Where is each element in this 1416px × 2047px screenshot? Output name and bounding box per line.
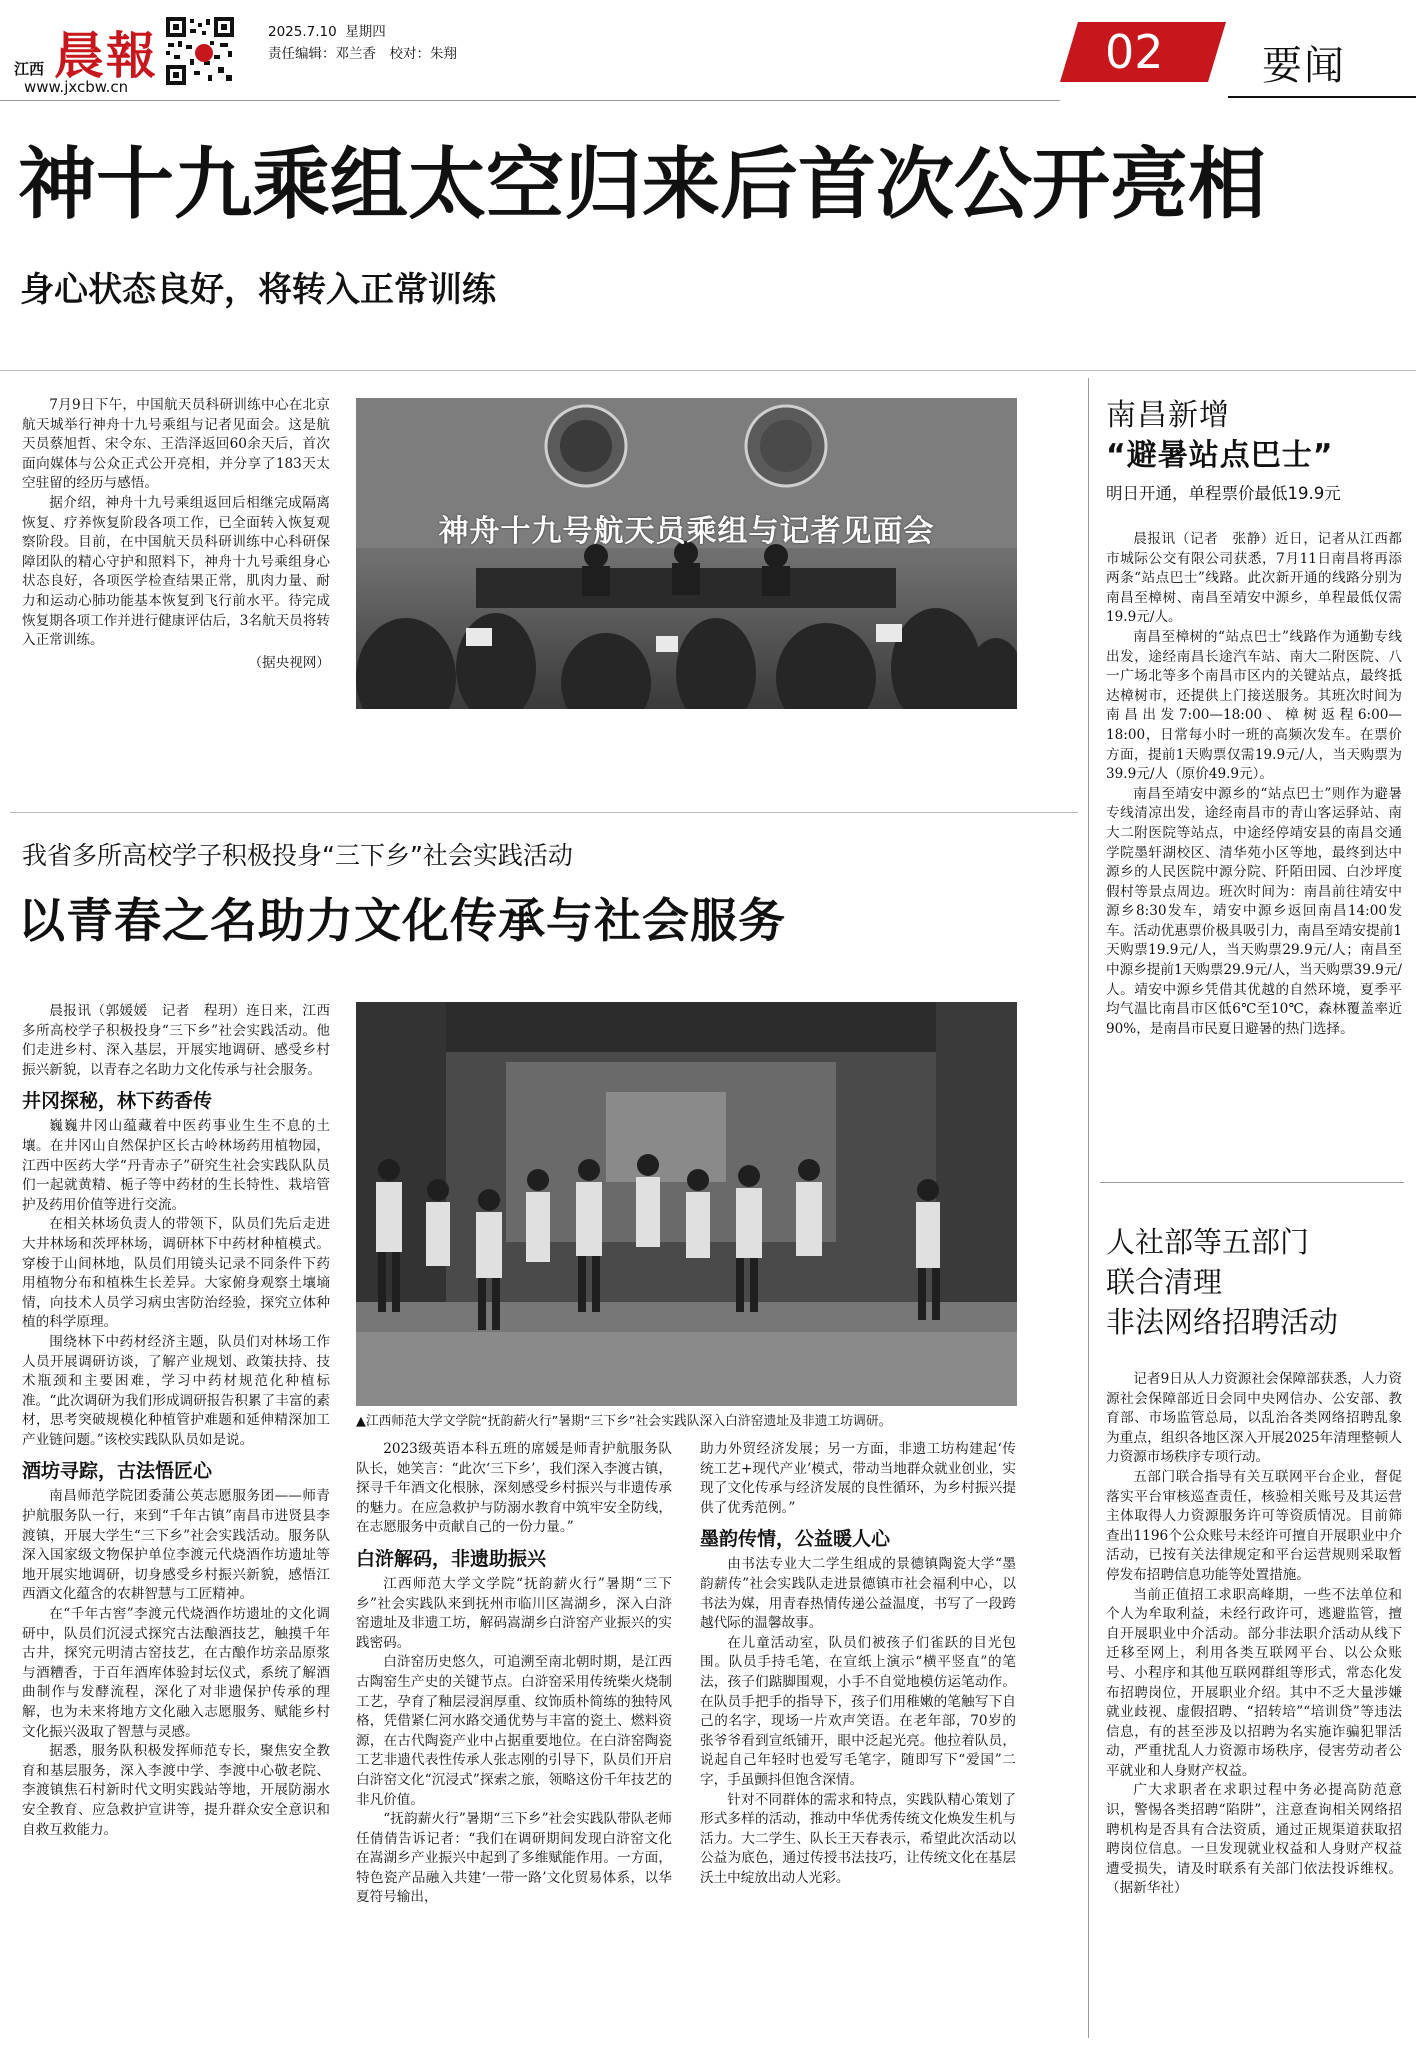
sidebar-recruit-title: 非法网络招聘活动 xyxy=(1106,1305,1339,1339)
section-name: 要闻 xyxy=(1262,43,1346,89)
story2-paragraph: 在相关林场负责人的带领下，队员们先后走进大井林场和茨坪林场，调研林下中药材种植模式。穿梭于山间林地，队员们用镜头记录不同条件下药用植物分布和植株生长差异。大家俯身观察土壤墒情，向技术人员学习病虫害防治经验，探究立体种植的科学原理。 xyxy=(22,1216,330,1331)
story2-paragraph: 据悉，服务队积极发挥师范专长，聚焦安全教育和基层服务，深入李渡中学、李渡中心敬老院、李渡镇焦石村新时代文明实践站等地，开展防溺水安全教育、应急救护宣讲等，提升群众安全意识和自救互救能力。 xyxy=(22,1743,330,1838)
sidebar-recruit-paragraph: 当前正值招工求职高峰期，一些不法单位和个人为牟取利益，未经行政许可，逃避监管，擅自开展职业中介活动。部分非法职介活动从线下迁移至网上，利用各类互联网平台、以公众账号、小程序和其他互联网群组等形式，常态化发布招聘岗位，开展职业介绍。其中不乏大量涉嫌就业歧视、虚假招聘、“招转培”“培训贷”等违法信息，有的甚至涉及以招聘为名实施诈骗犯罪活动，严重扰乱人力资源市场秩序，侵害劳动者公平就业和人身财产权益。 xyxy=(1106,1586,1402,1779)
story2-kicker: 我省多所高校学子积极投身“三下乡”社会实践活动 xyxy=(22,841,573,870)
story2-paragraph: 南昌师范学院团委蒲公英志愿服务团——师青护航服务队一行，来到“千年古镇”南昌市进贤县李渡镇，开展大学生“三下乡”社会实践活动。服务队深入国家级文物保护单位李渡元代烧酒作坊遗址等地开展实地调研，切身感受乡村振兴新貌，感悟江西酒文化蕴含的农耕智慧与工匠精神。 xyxy=(22,1488,330,1603)
story2-top-rule xyxy=(10,812,1078,813)
story2-paragraph: 江西师范大学文学院“抚韵薪火行”暑期“三下乡”社会实践队来到抚州市临川区嵩湖乡，深入白浒窑遗址及非遗工坊，解码嵩湖乡白浒窑产业振兴的实践密码。 xyxy=(356,1575,672,1651)
story2-paragraph: 针对不同群体的需求和特点，实践队精心策划了形式多样的活动，推动中华优秀传统文化焕发生机与活力。大二学生、队长王天春表示，希望此次活动以公益为底色，通过传授书法技巧，让传统文化在基层沃土中绽放出动人光彩。 xyxy=(700,1791,1016,1886)
sidebar-divider xyxy=(1100,1182,1404,1183)
story2-paragraph: 巍巍井冈山蕴藏着中医药事业生生不息的土壤。在井冈山自然保护区长古岭林场药用植物园，江西中医药大学“丹青赤子”研究生社会实践队队员们一起就黄精、栀子等中药材的生长特性、栽培管护及药用价值等进行交流。 xyxy=(22,1118,330,1213)
lead-headline: 神十九乘组太空归来后首次公开亮相 xyxy=(18,139,1267,230)
lead-credit: （据央视网） xyxy=(248,654,330,671)
story2-paragraph: “抚韵薪火行”暑期“三下乡”社会实践队带队老师任倩倩告诉记者：“我们在调研期间发现白浒窑文化在嵩湖乡产业振兴中起到了多维赋能作用。一方面，特色瓷产品融入共建‘一带一路’文化贸易体系，以华夏符号输出， xyxy=(356,1811,672,1906)
date: 2025.7.10 xyxy=(268,24,337,40)
masthead xyxy=(0,0,1416,110)
story2-headline: 以青春之名助力文化传承与社会服务 xyxy=(18,894,786,949)
press-conference-photo xyxy=(356,398,1017,709)
lead-article xyxy=(22,396,330,671)
story2-subhead: 酒坊寻踪，古法悟匠心 xyxy=(22,1460,213,1483)
story2-column-3 xyxy=(700,1440,1016,1888)
sidebar-bus-subtitle: 明日开通，单程票价最低19.9元 xyxy=(1106,484,1341,503)
sidebar-recruit-credit: （据新华社） xyxy=(1106,1880,1188,1897)
story2-paragraph: 在“千年古窖”李渡元代烧酒作坊遗址的文化调研中，队员们沉浸式探究古法酿酒技艺，触摸千年古井，探究元明清古窑技艺，在古酿作坊亲品原浆与酒糟香，于百年酒库体验封坛仪式，系统了解酒曲制作与发酵流程，深化了对非遗保护传承的理解，也为未来将地方文化融入志愿服务、赋能乡村文化振兴汲取了智慧与灵感。 xyxy=(22,1606,330,1740)
story2-paragraph: 助力外贸经济发展；另一方面，非遗工坊构建起‘传统工艺+现代产业’模式，带动当地群众就业创业，实现了文化传承与经济发展的良性循环，为乡村振兴提供了优秀范例。” xyxy=(700,1441,1016,1516)
sidebar-recruit-article xyxy=(1106,1222,1402,1899)
lead-subhead: 身心状态良好，将转入正常训练 xyxy=(20,270,496,310)
story2-column-1 xyxy=(22,1002,330,1840)
sidebar-bus-paragraph: 晨报讯（记者 张静）近日，记者从江西都市城际公交有限公司获悉，7月11日南昌将再添两条“站点巴士”线路。此次新开通的线路分别为南昌至樟树、南昌至靖安中源乡，单程最低仅需19.9元/人。 xyxy=(1106,531,1402,626)
top-divider xyxy=(0,370,1416,371)
sidebar-recruit-paragraph xyxy=(1106,1781,1402,1899)
sidebar-recruit-last: 广大求职者在求职过程中务必提高防范意识，警惕各类招聘“陷阱”，注意查询相关网络招聘机构是否具有合法资质，通过正规渠道获取招聘岗位信息。一旦发现就业权益和人身财产权益遭受损失，请及时联系有关部门依法投诉维权。 xyxy=(1106,1782,1402,1877)
sidebar-bus-title: 南昌新增 xyxy=(1106,398,1230,433)
region-label: 江西 xyxy=(14,60,45,78)
editor-line: 责任编辑：邓兰香 校对：朱翔 xyxy=(268,46,457,62)
masthead-rule-left xyxy=(0,100,1060,101)
sidebar-recruit-paragraph: 记者9日从人力资源社会保障部获悉，人力资源社会保障部近日会同中央网信办、公安部、教育部、市场监管总局，以乱治各类网络招聘乱象为重点，组织各地区深入开展2025年清理整顿人力资源市场秩序专项行动。 xyxy=(1106,1371,1402,1466)
page-number: 02 xyxy=(1105,25,1164,79)
story2-paragraph: 2023级英语本科五班的席媛是师青护航服务队队长，她笑言：“此次‘三下乡’，我们深入李渡古镇，探寻千年酒文化根脉，深刻感受乡村振兴与非遗传承的魅力。在应急救护与防溺水教育中筑牢安全防线，在志愿服务中贡献自己的一份力量。” xyxy=(356,1441,672,1536)
story2-column-2 xyxy=(356,1440,672,1908)
site-url: www.jxcbw.cn xyxy=(24,78,129,96)
sidebar-recruit-title: 人社部等五部门 xyxy=(1106,1225,1310,1259)
sidebar-recruit-title: 联合清理 xyxy=(1106,1265,1223,1299)
story2-paragraph: 在儿童活动室，队员们被孩子们雀跃的目光包围。队员手持毛笔，在宣纸上演示“横平竖直”的笔法，孩子们踮脚围观，小手不自觉地模仿运笔动作。在队员手把手的指导下，孩子们用稚嫩的笔触写下自己的名字，现场一片欢声笑语。在老年部，70岁的张爷爷看到宣纸铺开，眼中泛起光亮。他拉着队员，说起自己年轻时也爱写毛笔字，随即写下“爱国”二字，手虽颤抖但饱含深情。 xyxy=(700,1634,1016,1788)
story2-intro: 晨报讯（郭媛媛 记者 程玥）连日来，江西多所高校学子积极投身“三下乡”社会实践活动。他们走进乡村、深入基层，开展实地调研、感受乡村振兴新貌，以青春之名助力文化传承与社会服务。 xyxy=(22,1003,330,1078)
story2-paragraph: 围绕林下中药材经济主题，队员们对林场工作人员开展调研访谈，了解产业规划、政策扶持、技术瓶颈和主要困难，学习中药材规范化种植标准。“此次调研为我们形成调研报告积累了丰富的素材，思考突破规模化种植管护难题和延伸精深加工产业链问题。”该校实践队队员如是说。 xyxy=(22,1333,330,1448)
sidebar-bus-article xyxy=(1106,396,1402,1039)
lead-paragraph: 据介绍，神舟十九号乘组返回后相继完成隔离恢复、疗养恢复阶段各项工作，已全面转入恢复观察阶段。目前，在中国航天员科研训练中心科研保障团队的精心守护和照料下，神舟十九号乘组身心状态良好，各项医学检查结果正常，肌肉力量、耐力和运动心肺功能基本恢复到飞行前水平。待完成恢复期各项工作并进行健康评估后，3名航天员将转入正常训练。 xyxy=(22,494,330,649)
story2-subhead: 墨韵传情，公益暖人心 xyxy=(700,1528,891,1551)
story2-subhead: 井冈探秘，林下药香传 xyxy=(22,1090,213,1113)
field-research-photo xyxy=(356,1002,1017,1406)
weekday: 星期四 xyxy=(345,24,386,40)
story2-subhead: 白浒解码，非遗助振兴 xyxy=(356,1547,547,1570)
sidebar-bus-paragraph: 南昌至靖安中源乡的“站点巴士”则作为避暑专线清凉出发，途经南昌市的青山客运驿站、南大二附医院等站点，中途经停靖安县的南昌交通学院墨轩湖校区、清华苑小区等地，最终到达中源乡的人民医院中源分院、阡陌田园、白沙坪度假村等景点周边。班次时间为：南昌前往靖安中源乡8:30发车，靖安中源乡返回南昌14:00发车。活动优惠票价极具吸引力，南昌至靖安提前1天购票19.9元/人，当天购票29.9元/人；南昌至中源乡提前1天购票29.9元/人，当天购票39.9元/人。靖安中源乡凭借其优越的自然环境，夏季平均气温比南昌市区低6℃至10℃，森林覆盖率近90%，是南昌市民夏日避暑的热门选择。 xyxy=(1106,785,1402,1037)
sidebar-vertical-rule xyxy=(1088,378,1089,2038)
sidebar-bus-title: “避暑站点巴士” xyxy=(1106,438,1334,473)
story2-paragraph: 白浒窑历史悠久，可追溯至南北朝时期，是江西古陶窑生产史的关键节点。白浒窑采用传统柴火烧制工艺，孕育了釉层浸润厚重、纹饰质朴简练的独特风格，凭借紧仁河水路交通优势与丰富的瓷土、燃料资源，在古代陶瓷产业中占据重要地位。在白浒窑陶瓷工艺非遗代表性传承人张志刚的引导下，队员们开启白浒窑文化“沉浸式”探索之旅，领略这份千年技艺的非凡价值。 xyxy=(356,1654,672,1808)
story2-paragraph: 由书法专业大二学生组成的景德镇陶瓷大学“墨韵薪传”社会实践队走进景德镇市社会福利中心，以书法为媒，用青春热情传递公益温度，书写了一段跨越代际的温馨故事。 xyxy=(700,1556,1016,1632)
photo-banner-text: 神舟十九号航天员乘组与记者见面会 xyxy=(438,514,935,549)
masthead-rule xyxy=(1228,96,1416,98)
lead-paragraph: 7月9日下午，中国航天员科研训练中心在北京航天城举行神舟十九号乘组与记者见面会。这是航天员蔡旭哲、宋令东、王浩泽返回60余天后，首次面向媒体与公众正式公开亮相，并分享了183天太空驻留的经历与感悟。 xyxy=(22,397,330,492)
sidebar-bus-paragraph: 南昌至樟树的“站点巴士”线路作为通勤专线出发，途经南昌长途汽车站、南大二附医院、八一广场北等多个南昌市区内的关键站点，最终抵达樟树市，还提供上门接送服务。其班次时间为南昌出发7:00—18:00、樟树返程6:00—18:00，日常每小时一班的高频次发车。在票价方面，提前1天购票仅需19.9元/人，当天购票为39.9元/人（原价49.9元）。 xyxy=(1106,628,1402,783)
issue-date xyxy=(268,20,386,40)
newspaper-logo: 晨報 xyxy=(54,26,158,85)
qr-code-icon xyxy=(164,15,236,87)
field-photo-caption: ▲江西师范大学文学院“抚韵薪火行”暑期“三下乡”社会实践队深入白浒窑遗址及非遗工坊调研。 xyxy=(356,1414,892,1429)
sidebar-recruit-paragraph: 五部门联合指导有关互联网平台企业，督促落实平台审核巡查责任，核验相关账号及其运营主体取得人力资源服务许可等资质情况。目前筛查出1196个公众账号未经许可擅自开展职业中介活动，已按有关法律规定和平台运营规则采取暂停发布招聘信息功能等处置措施。 xyxy=(1106,1468,1402,1583)
